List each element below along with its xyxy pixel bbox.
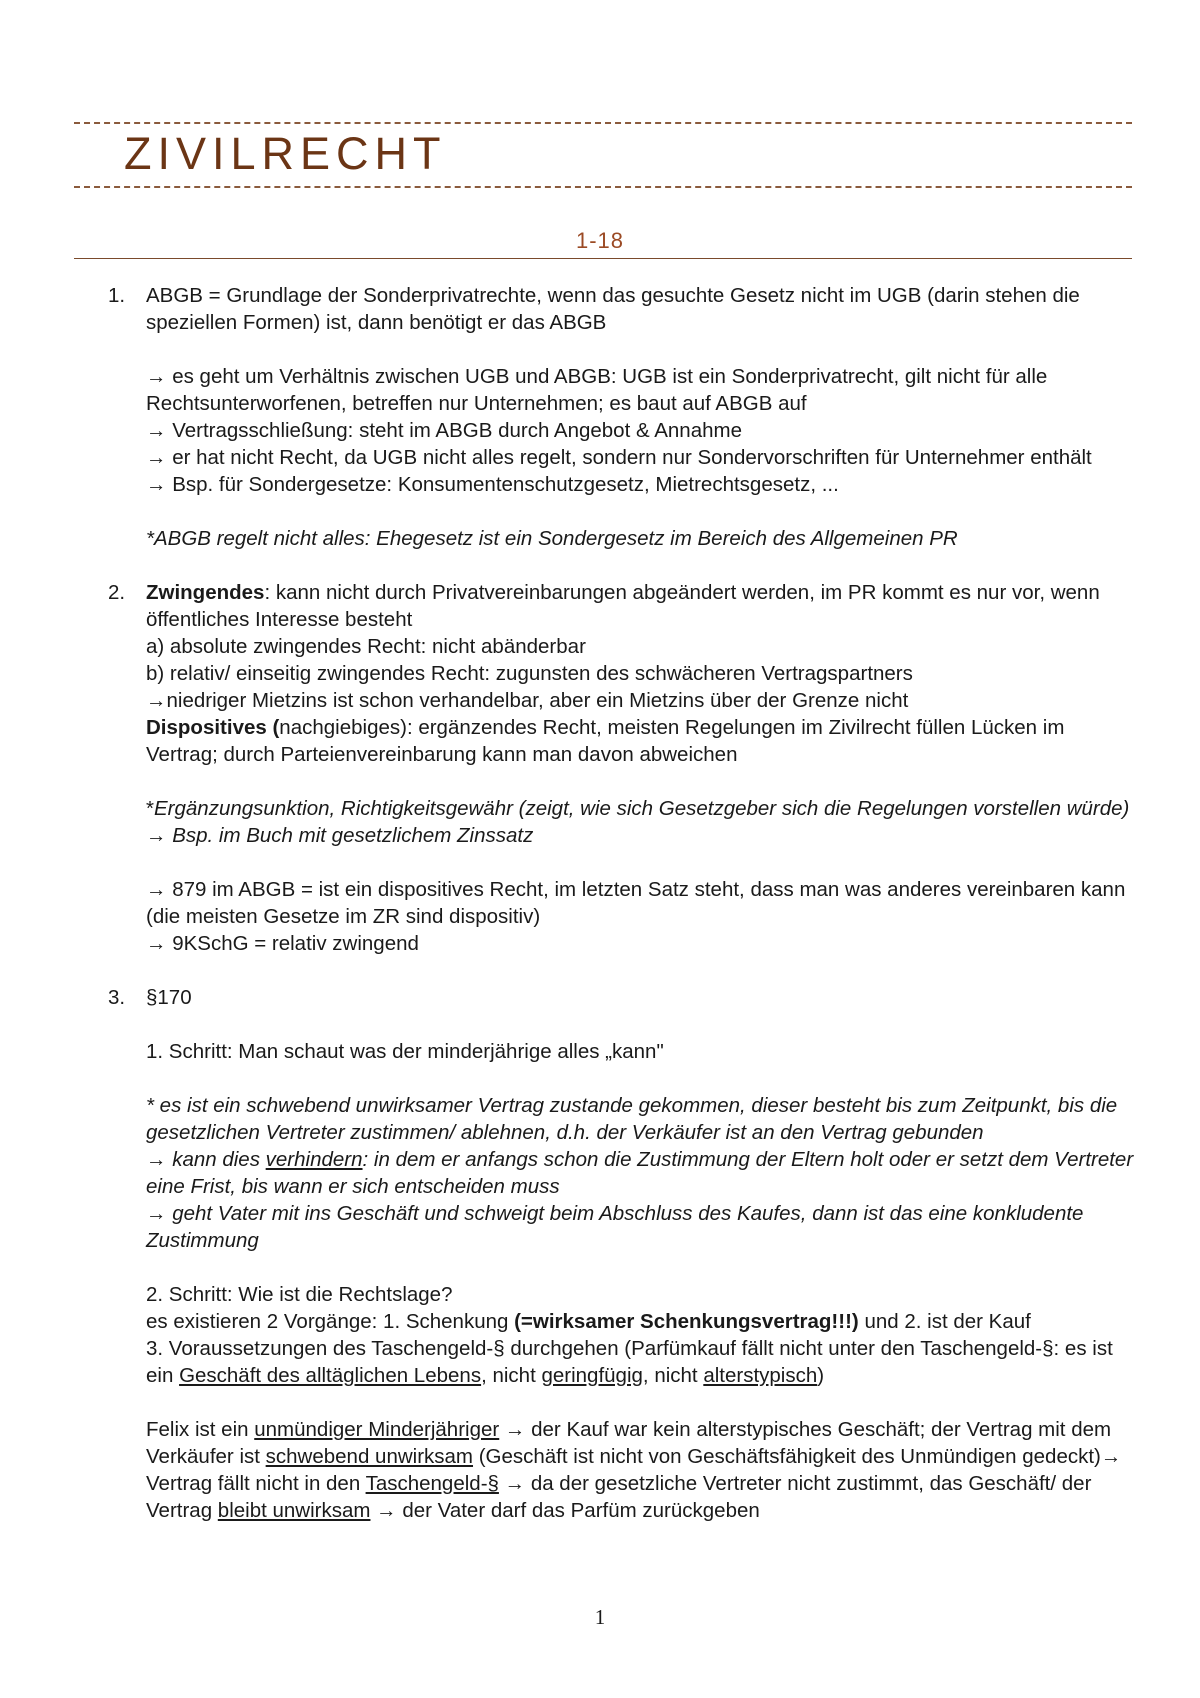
page-number: 1	[594, 1605, 606, 1629]
paragraph: → geht Vater mit ins Geschäft und schweigt beim Abschluss des Kaufes, dann ist das eine konkludente Zustimmung	[146, 1202, 1084, 1252]
list-item-3	[0, 984, 1200, 1524]
paragraph: es existieren 2 Vorgänge: 1. Schenkung (=wirksamer Schenkungsvertrag!!!) und 2. ist der Kauf	[146, 1310, 1031, 1333]
paragraph: → 9KSchG = relativ zwingend	[146, 932, 419, 955]
note: *ABGB regelt nicht alles: Ehegesetz ist ein Sondergesetz im Bereich des Allgemeinen PR	[146, 527, 958, 550]
title-bottom-rule	[74, 186, 1132, 188]
list-number: 3.	[108, 986, 126, 1009]
paragraph: →niedriger Mietzins ist schon verhandelbar, aber ein Mietzins über der Grenze nicht	[146, 689, 909, 712]
paragraph: Felix ist ein unmündiger Minderjähriger → der Kauf war kein alterstypisches Geschäft; der Vertrag mit dem Verkäufer ist schwebend unwirksam (Geschäft ist nicht von Geschäftsfähigkeit des Unmündigen gedeckt)→ Vertrag fällt nicht in den Taschengeld-§ → da der gesetzliche Vertreter nicht zustimmt, das Geschäft/ der Vertrag bleibt unwirksam → der Vater darf das Parfüm zurückgeben	[146, 1418, 1122, 1522]
page-range-heading: 1-18	[575, 228, 625, 253]
paragraph: → Vertragsschließung: steht im ABGB durch Angebot & Annahme	[146, 419, 742, 442]
paragraph: → 879 im ABGB = ist ein dispositives Recht, im letzten Satz steht, dass man was anderes vereinbaren kann (die meisten Gesetze im ZR sind dispositiv)	[146, 878, 1126, 928]
heading-rule	[74, 258, 1132, 259]
term-bold: Zwingendes	[146, 581, 265, 604]
paragraph: * es ist ein schwebend unwirksamer Vertrag zustande gekommen, dieser besteht bis zum Zeitpunkt, bis die gesetzlichen Vertreter zustimmen/ ablehnen, d.h. der Verkäufer ist an den Vertrag gebunden	[146, 1094, 1118, 1144]
list-number: 2.	[108, 581, 126, 604]
paragraph: → es geht um Verhältnis zwischen UGB und ABGB: UGB ist ein Sonderprivatrecht, gilt nicht für alle Rechtsunterworfenen, betreffen nur Unternehmen; es baut auf ABGB auf	[146, 365, 1048, 415]
list-item-2	[0, 579, 1200, 984]
paragraph: 2. Schritt: Wie ist die Rechtslage?	[146, 1283, 453, 1306]
paragraph: → er hat nicht Recht, da UGB nicht alles regelt, sondern nur Sondervorschriften für Unternehmer enthält	[146, 446, 1092, 469]
list-number: 1.	[108, 284, 126, 307]
title-top-rule	[74, 122, 1132, 124]
paragraph: → Bsp. für Sondergesetze: Konsumentenschutzgesetz, Mietrechtsgesetz, ...	[146, 473, 839, 496]
paragraph: Dispositives (nachgiebiges): ergänzendes Recht, meisten Regelungen im Zivilrecht füllen Lücken im Vertrag; durch Parteienvereinbarung kann man davon abweichen	[146, 716, 1065, 766]
list-item-1	[0, 282, 1200, 579]
note: *Ergänzungsunktion, Richtigkeitsgewähr (zeigt, wie sich Gesetzgeber sich die Regelungen vorstellen würde) → Bsp. im Buch mit gesetzlichem Zinssatz	[146, 797, 1130, 847]
paragraph: → kann dies verhindern: in dem er anfangs schon die Zustimmung der Eltern holt oder er setzt dem Vertreter eine Frist, bis wann er sich entscheiden muss	[146, 1148, 1134, 1198]
paragraph: Zwingendes: kann nicht durch Privatvereinbarungen abgeändert werden, im PR kommt es nur vor, wenn öffentliches Interesse besteht	[146, 581, 1100, 631]
term-bold: Dispositives (	[146, 716, 280, 739]
document-title: ZIVILRECHT	[124, 128, 447, 179]
paragraph: 3. Voraussetzungen des Taschengeld-§ durchgehen (Parfümkauf fällt nicht unter den Taschengeld-§: es ist ein Geschäft des alltäglichen Lebens, nicht geringfügig, nicht alterstypisch)	[146, 1337, 1113, 1387]
paragraph: a) absolute zwingendes Recht: nicht abänderbar	[146, 635, 586, 658]
document-body	[0, 282, 1200, 1524]
section-heading: §170	[146, 986, 192, 1009]
paragraph: b) relativ/ einseitig zwingendes Recht: zugunsten des schwächeren Vertragspartners	[146, 662, 913, 685]
paragraph: ABGB = Grundlage der Sonderprivatrechte, wenn das gesuchte Gesetz nicht im UGB (darin stehen die speziellen Formen) ist, dann benötigt er das ABGB	[146, 284, 1080, 334]
paragraph: 1. Schritt: Man schaut was der minderjährige alles „kann"	[146, 1040, 664, 1063]
